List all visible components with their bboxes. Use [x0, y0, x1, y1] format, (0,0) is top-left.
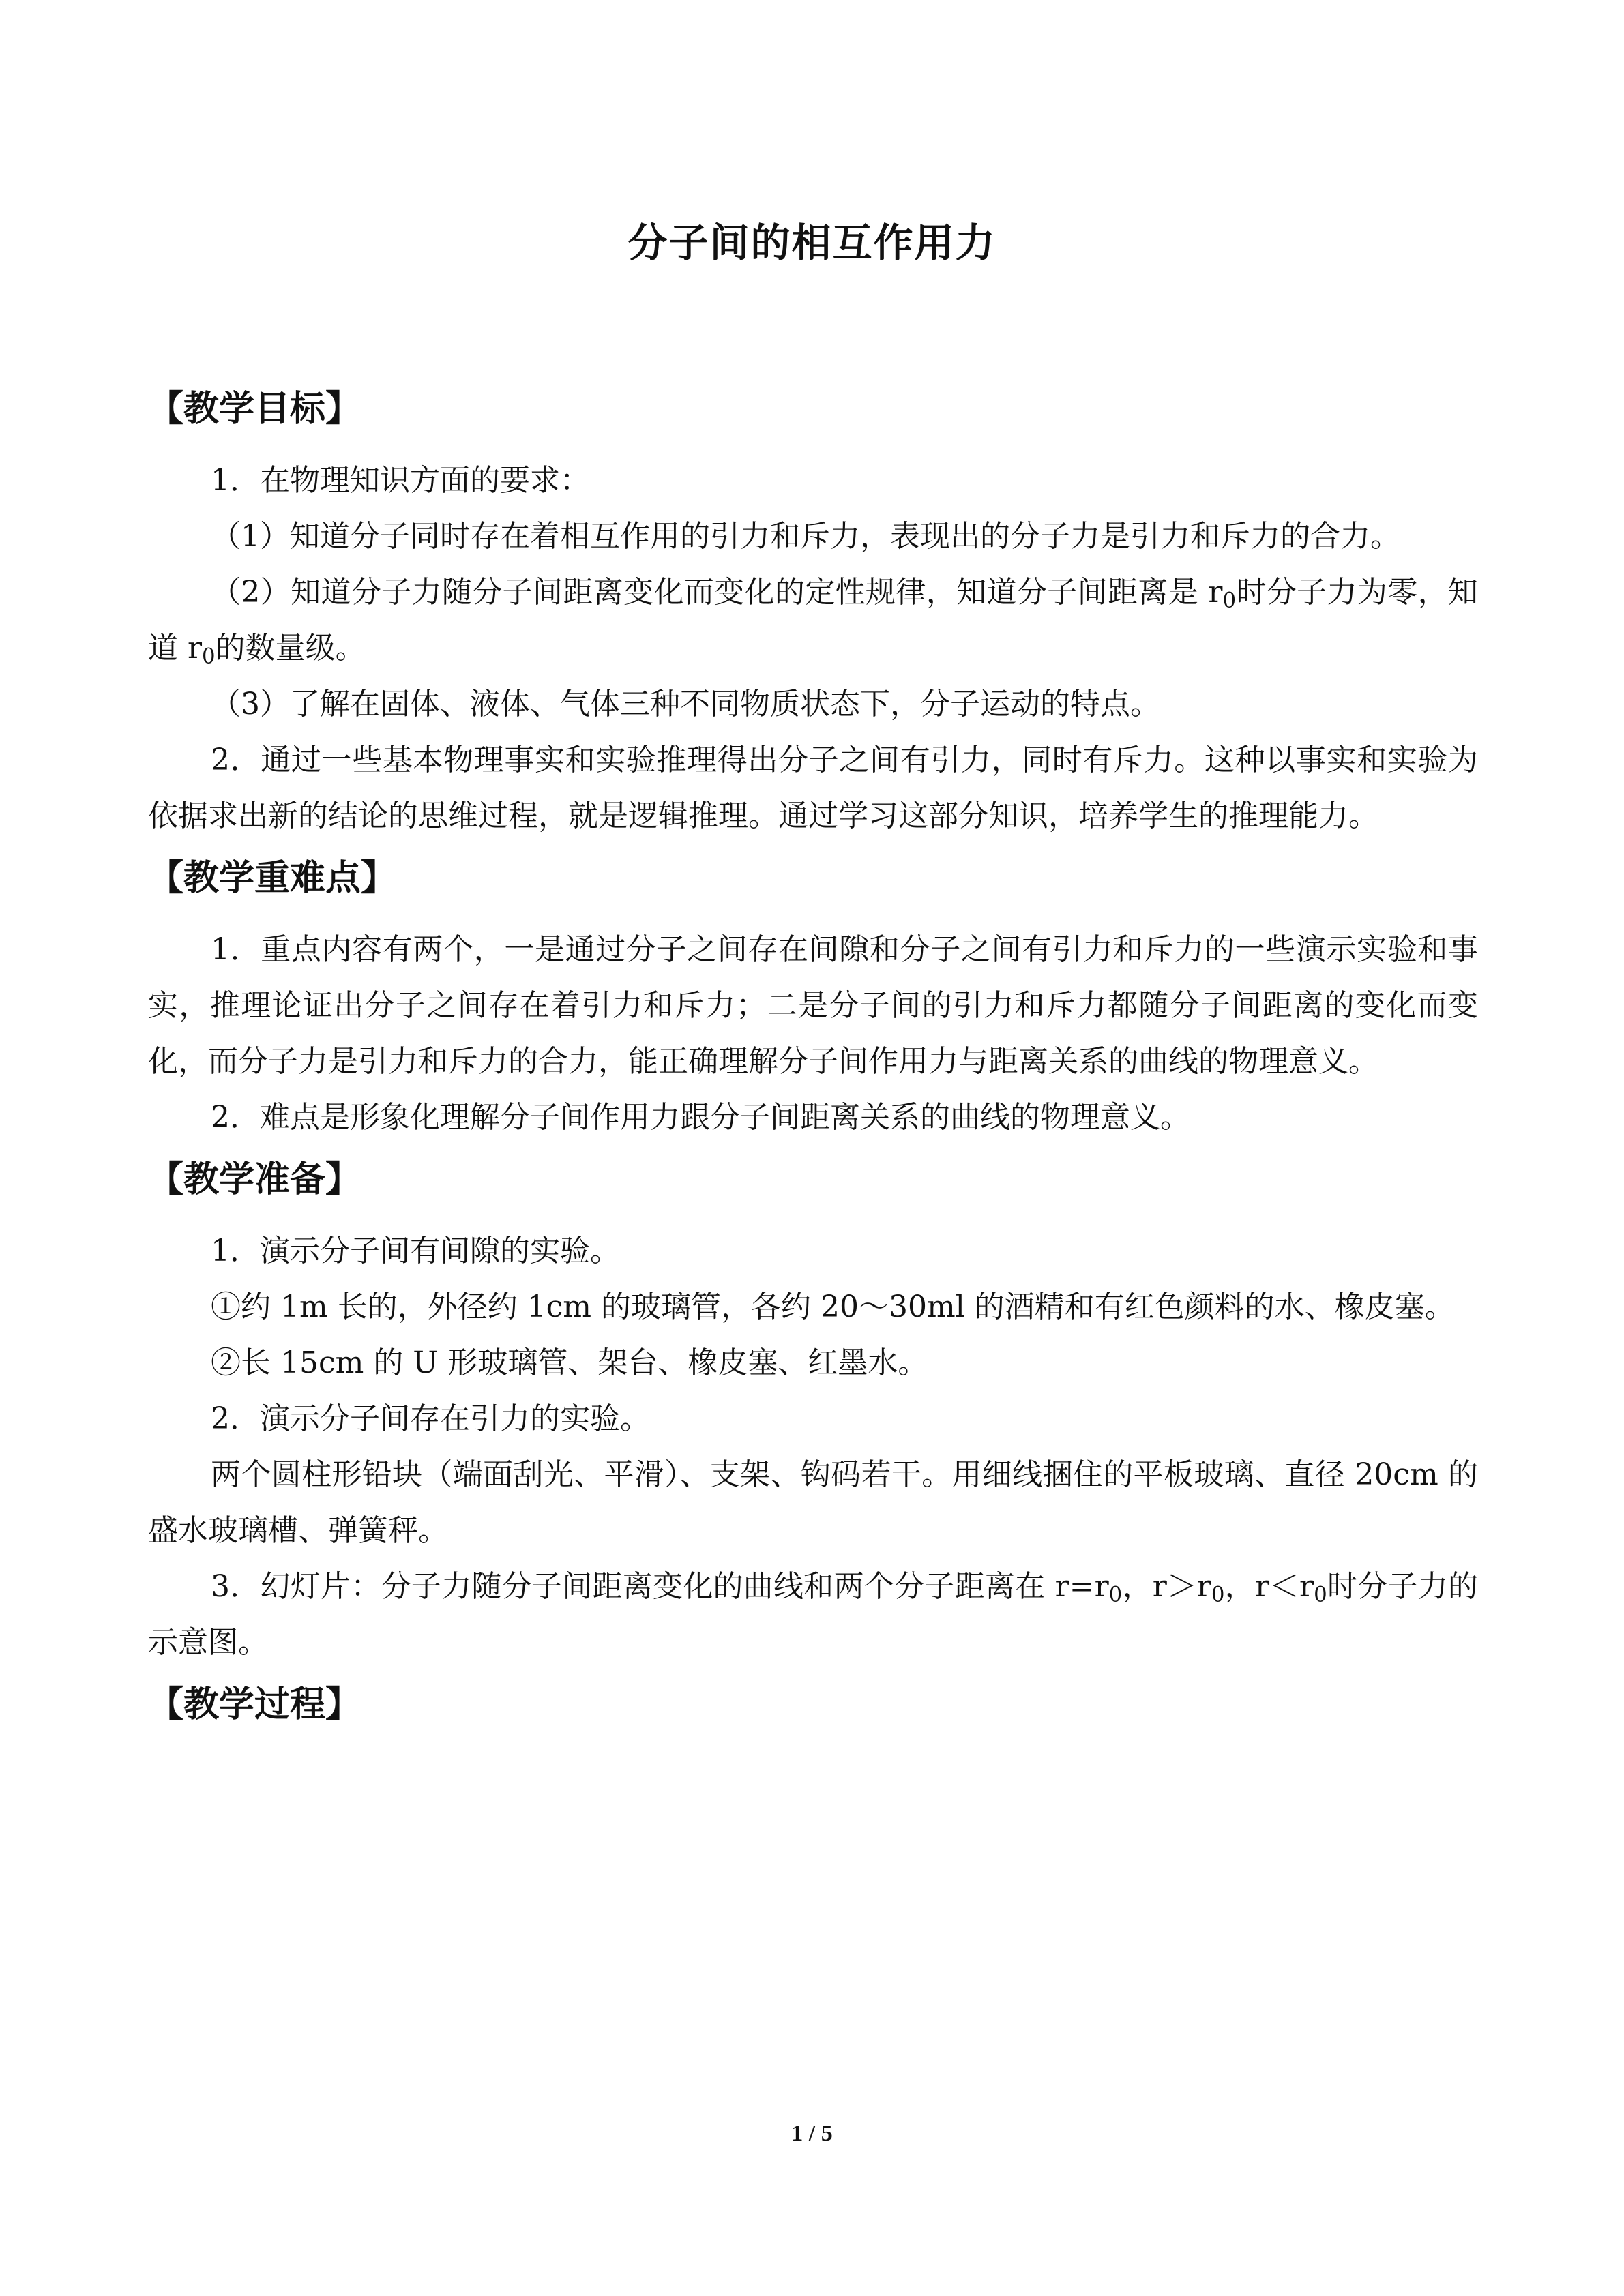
paragraph: 2．难点是形象化理解分子间作用力跟分子间距离关系的曲线的物理意义。: [211, 1100, 1190, 1135]
subscript: 0: [1222, 588, 1237, 613]
paragraph: （1）知道分子同时存在着相互作用的引力和斥力，表现出的分子力是引力和斥力的合力。: [211, 519, 1400, 554]
page-title: 分子间的相互作用力: [628, 220, 996, 266]
paragraph: ①约 1m 长的，外径约 1cm 的玻璃管，各约 20～30ml 的酒精和有红色颜料的水、橡皮塞。: [211, 1289, 1455, 1324]
paragraph: 1．在物理知识方面的要求：: [211, 463, 590, 498]
paragraph: （2）知道分子力随分子间距离变化而变化的定性规律，知道分子间距离是 $r_0$时分子力为零，知道 $r_0$的数量级。: [148, 575, 1479, 669]
subscript: 0: [1211, 1582, 1225, 1607]
paragraph: ②长 15cm 的 U 形玻璃管、架台、橡皮塞、红墨水。: [211, 1345, 928, 1380]
paragraph: （3）了解在固体、液体、气体三种不同物质状态下，分子运动的特点。: [211, 687, 1160, 721]
document-body: [148, 382, 1478, 1748]
section-heading-key-points: 【教学重难点】: [148, 858, 397, 899]
page-number: 1 / 5: [791, 2121, 833, 2146]
section-heading-objectives: 【教学目标】: [148, 389, 361, 430]
paragraph: 3．幻灯片：分子力随分子间距离变化的曲线和两个分子距离在 $r=r_0$，$r>r_0$，$r<r_0$时分子力的示意图。: [148, 1569, 1478, 1660]
paragraph: 2．演示分子间存在引力的实验。: [211, 1401, 650, 1436]
section-heading-process: 【教学过程】: [148, 1684, 361, 1725]
paragraph: 两个圆柱形铅块（端面刮光、平滑）、支架、钩码若干。用细线捆住的平板玻璃、直径 20cm 的盛水玻璃槽、弹簧秤。: [148, 1457, 1478, 1548]
subscript: 0: [1108, 1582, 1123, 1607]
paragraph: 2．通过一些基本物理事实和实验推理得出分子之间有引力，同时有斥力。这种以事实和实验为依据求出新的结论的思维过程，就是逻辑推理。通过学习这部分知识，培养学生的推理能力。: [148, 743, 1478, 833]
section-heading-preparation: 【教学准备】: [148, 1159, 361, 1200]
paragraph: 1．演示分子间有间隙的实验。: [211, 1234, 620, 1268]
subscript: 0: [202, 644, 216, 669]
paragraph: 1．重点内容有两个，一是通过分子之间存在间隙和分子之间有引力和斥力的一些演示实验和事实，推理论证出分子之间存在着引力和斥力；二是分子间的引力和斥力都随分子间距离的变化而变化，而分子力是引力和斥力的合力，能正确理解分子间作用力与距离关系的曲线的物理意义。: [148, 932, 1478, 1079]
subscript: 0: [1314, 1582, 1327, 1607]
